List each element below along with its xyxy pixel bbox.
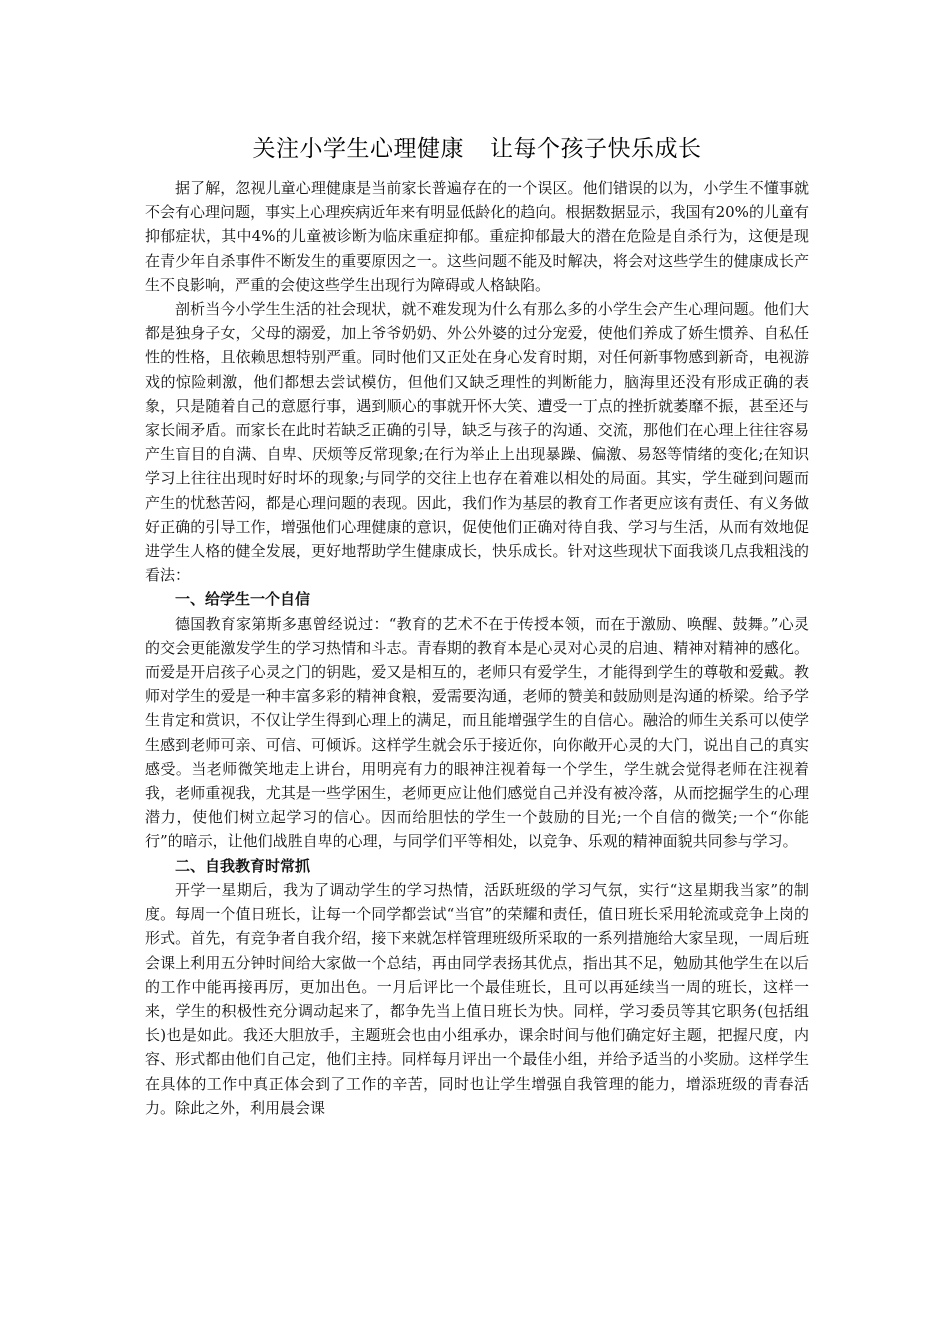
title-part-1: 关注小学生心理健康: [252, 136, 464, 162]
intro-paragraph-2: 剖析当今小学生生活的社会现状，就不难发现为什么有那么多的小学生会产生心理问题。他们大都是独身子女，父母的溺爱，加上爷爷奶奶、外公外婆的过分宠爱，使他们养成了娇生惯养、自私任性的性格，且依赖思想特别严重。同时他们又正处在身心发育时期，对任何新事物感到新奇，电视游戏的惊险刺激，他们都想去尝试模仿，但他们又缺乏理性的判断能力，脑海里还没有形成正确的表象，只是随着自己的意愿行事，遇到顺心的事就开怀大笑、遭受一丁点的挫折就萎靡不振，甚至还与家长闹矛盾。而家长在此时若缺乏正确的引导，缺乏与孩子的沟通、交流，那他们在心理上往往容易产生盲目的自满、自卑、厌烦等反常现象;在行为举止上出现暴躁、偏激、易怒等情绪的变化;在知识学习上往往出现时好时坏的现象;与同学的交往上也存在着难以相处的局面。其实，学生碰到问题而产生的忧愁苦闷，都是心理问题的表现。因此，我们作为基层的教育工作者更应该有责任、有义务做好正确的引导工作，增强他们心理健康的意识，促使他们正确对待自我、学习与生活，从而有效地促进学生人格的健全发展，更好地帮助学生健康成长，快乐成长。针对这些现状下面我谈几点我粗浅的看法：: [145, 300, 809, 585]
section-1-heading: 一、给学生一个自信: [175, 590, 311, 609]
section-1-paragraph: 德国教育家第斯多惠曾经说过：“教育的艺术不在于传授本领，而在于激励、唤醒、鼓舞。”心灵的交会更能激发学生的学习热情和斗志。青春期的教育本是心灵对心灵的启迪、精神对精神的感化。而爱是开启孩子心灵之门的钥匙，爱又是相互的，老师只有爱学生，才能得到学生的尊敬和爱戴。教师对学生的爱是一种丰富多彩的精神食粮，爱需要沟通，老师的赞美和鼓励则是沟通的桥梁。给予学生肯定和赏识，不仅让学生得到心理上的满足，而且能增强学生的自信心。融洽的师生关系可以使学生感到老师可亲、可信、可倾诉。这样学生就会乐于接近你，向你敞开心灵的大门，说出自己的真实感受。当老师微笑地走上讲台，用明亮有力的眼神注视着每一个学生，学生就会觉得老师在注视着我，老师重视我，尤其是一些学困生，老师更应让他们感觉自己并没有被冷落，从而挖掘学生的心理潜力，使他们树立起学习的信心。因而给胆怯的学生一个鼓励的目光;一个自信的微笑;一个“你能行”的暗示，让他们战胜自卑的心理，与同学们平等相处，以竞争、乐观的精神面貌共同参与学习。: [145, 614, 809, 851]
section-2-paragraph: 开学一星期后，我为了调动学生的学习热情，活跃班级的学习气氛，实行“这星期我当家”的制度。每周一个值日班长，让每一个同学都尝试“当官”的荣耀和责任，值日班长采用轮流或竞争上岗的形式。首先，有竞争者自我介绍，接下来就怎样管理班级所采取的一系列措施给大家呈现，一周后班会课上利用五分钟时间给大家做一个总结，再由同学表扬其优点，指出其不足，勉励其他学生在以后的工作中能再接再厉，更加出色。一月后评比一个最佳班长，且可以再延续当一周的班长，这样一来，学生的积极性充分调动起来了，都争先当上值日班长为快。同样，学习委员等其它职务(包括组长)也是如此。我还大胆放手，主题班会也由小组承办，课余时间与他们确定好主题，把握尺度，内容、形式都由他们自己定，他们主持。同样每月评出一个最佳小组，并给予适当的小奖励。这样学生在具体的工作中真正体会到了工作的辛苦，同时也让学生增强自我管理的能力，增添班级的青春活力。除此之外，利用晨会课: [145, 880, 809, 1117]
section-2-heading: 二、自我教育时常抓: [175, 856, 311, 875]
title-part-2: 让每个孩子快乐成长: [490, 136, 702, 162]
document-page: [145, 132, 809, 1120]
document-title: [145, 132, 809, 166]
intro-paragraph-1: 据了解，忽视儿童心理健康是当前家长普遍存在的一个误区。他们错误的以为，小学生不懂事就不会有心理问题，事实上心理疾病近年来有明显低龄化的趋向。根据数据显示，我国有20%的儿童有抑郁症状，其中4%的儿童被诊断为临床重症抑郁。重症抑郁最大的潜在危险是自杀行为，这便是现在青少年自杀事件不断发生的重要原因之一。这些问题不能及时解决，将会对这些学生的健康成长产生不良影响，严重的会使这些学生出现行为障碍或人格缺陷。: [145, 179, 809, 294]
